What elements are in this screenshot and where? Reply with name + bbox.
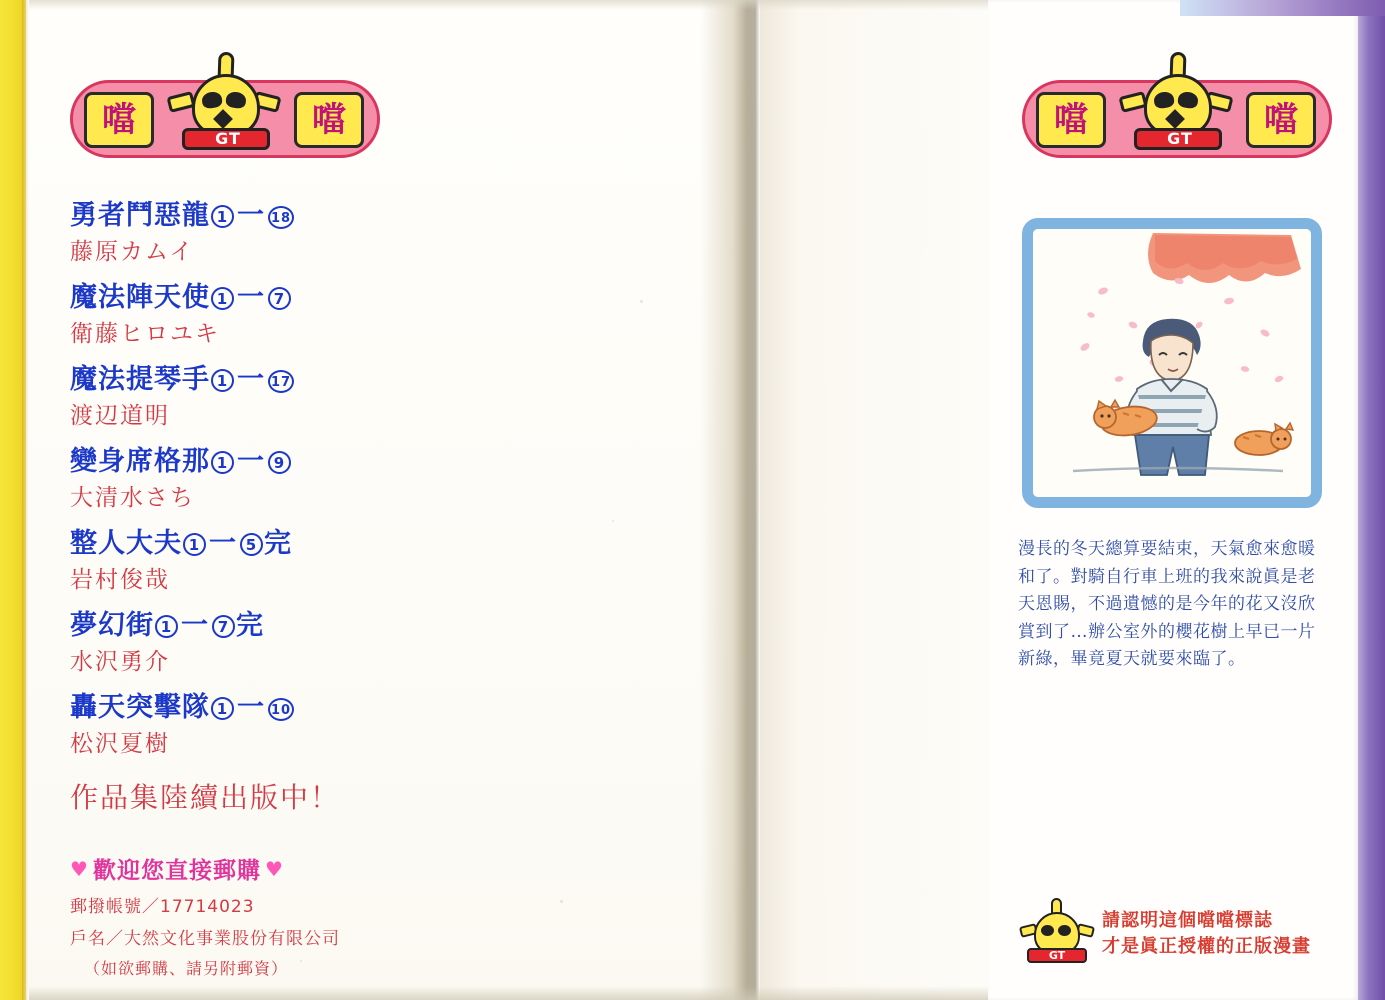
scan-speck xyxy=(560,900,563,903)
series-author: 藤原カムイ xyxy=(70,239,195,266)
series-title: 整人大夫 xyxy=(70,528,182,560)
series-list xyxy=(70,200,490,816)
series-author: 松沢夏樹 xyxy=(70,731,170,758)
heart-icon-right: ♥ xyxy=(264,856,284,881)
right-margin-paper xyxy=(760,0,988,1000)
list-item xyxy=(70,200,490,266)
series-title-row xyxy=(70,446,490,477)
list-item xyxy=(70,610,490,676)
list-item xyxy=(70,692,490,758)
volume-from: 1 xyxy=(211,697,234,720)
mascot-icon-small xyxy=(1022,898,1092,970)
left-binding-edge xyxy=(22,0,29,1000)
publisher-logo-left xyxy=(70,52,380,160)
mail-order-block xyxy=(70,852,500,979)
volume-dash: 一 xyxy=(237,200,265,231)
series-title: 夢幻街 xyxy=(70,610,154,642)
mail-order-note: （如欲郵購、請另附郵資） xyxy=(84,959,289,978)
volume-dash: 一 xyxy=(237,446,265,478)
list-item xyxy=(70,282,490,348)
logo-char-right: 噹 xyxy=(294,92,364,148)
series-title: 勇者鬥惡龍 xyxy=(70,200,210,231)
volume-to: 5 xyxy=(240,533,263,556)
volume-to: 9 xyxy=(268,451,291,474)
scan-bottom-grime xyxy=(29,986,988,1000)
heart-icon-left: ♥ xyxy=(70,856,89,881)
mascot-badge-text: GT xyxy=(215,129,241,148)
volume-from: 1 xyxy=(211,369,234,392)
volume-dash: 一 xyxy=(237,364,265,396)
logo-char-left: 噹 xyxy=(84,92,154,148)
volume-to: 7 xyxy=(212,615,235,638)
volume-dash: 一 xyxy=(181,610,209,642)
mascot-eye-right xyxy=(1058,925,1071,936)
illustration-frame xyxy=(1022,218,1322,508)
series-title: 魔法提琴手 xyxy=(70,364,210,396)
volume-from: 1 xyxy=(211,205,234,228)
series-title-row xyxy=(70,282,490,313)
series-author: 渡辺道明 xyxy=(70,403,170,430)
scan-speck xyxy=(300,960,302,962)
series-author: 岩村俊哉 xyxy=(70,567,170,594)
series-title-row xyxy=(70,364,490,395)
volume-dash: 一 xyxy=(209,528,237,560)
authenticity-notice xyxy=(1022,898,1352,970)
list-item xyxy=(70,446,490,512)
series-author: 大清水さち xyxy=(70,485,195,512)
volume-to: 17 xyxy=(268,370,294,393)
series-title-row xyxy=(70,200,490,231)
illustration-boy-with-cat xyxy=(1033,229,1311,497)
scan-speck xyxy=(612,520,614,522)
more-titles-note: 作品集陸續出版中！ xyxy=(70,781,341,815)
volume-from: 1 xyxy=(183,533,206,556)
mascot-eye-left xyxy=(1041,925,1054,936)
series-author: 水沢勇介 xyxy=(70,649,170,676)
list-item xyxy=(70,364,490,430)
volume-dash: 一 xyxy=(237,692,265,724)
series-title-row xyxy=(70,528,490,559)
list-item xyxy=(70,528,490,594)
right-purple-edge xyxy=(1358,0,1385,1000)
mail-order-heading: 歡迎您直接郵購 xyxy=(92,858,261,884)
volume-to: 10 xyxy=(268,698,294,721)
series-title: 轟天突擊隊 xyxy=(70,692,210,724)
editor-caption-text: 漫長的冬天總算要結束，天氣愈來愈暖和了。對騎自行車上班的我來說眞是老天恩賜，不過遺憾的是今年的花又沒欣賞到了…辦公室外的櫻花樹上早已一片新綠，畢竟夏天就要來臨了。 xyxy=(1018,539,1316,670)
volume-from: 1 xyxy=(211,451,234,474)
center-gutter-shadow xyxy=(700,0,760,1000)
mascot-icon xyxy=(1126,54,1230,158)
series-title: 變身席格那 xyxy=(70,446,210,478)
volume-from: 1 xyxy=(155,615,178,638)
volume-to: 7 xyxy=(268,287,291,310)
volume-dash: 一 xyxy=(237,282,265,314)
logo-char-left: 噹 xyxy=(1036,92,1106,148)
publisher-logo-right xyxy=(1022,52,1332,160)
mascot-badge-text: GT xyxy=(1048,949,1066,962)
series-title-row xyxy=(70,692,490,723)
series-finished-flag: 完 xyxy=(236,610,264,642)
top-purple-edge xyxy=(1180,0,1385,16)
scan-top-grime xyxy=(29,0,988,10)
mail-order-company: 戶名／大然文化事業股份有限公司 xyxy=(70,929,340,949)
notice-line-2: 才是眞正授權的正版漫畫 xyxy=(1102,936,1311,957)
mail-order-account: 郵撥帳號／17714023 xyxy=(70,897,255,917)
scan-speck xyxy=(640,300,643,303)
volume-from: 1 xyxy=(211,287,234,310)
series-title-row xyxy=(70,610,490,641)
notice-text-block xyxy=(1102,908,1311,960)
mail-order-heading-row xyxy=(70,852,500,885)
mascot-icon xyxy=(174,54,278,158)
logo-char-right: 噹 xyxy=(1246,92,1316,148)
series-author: 衛藤ヒロユキ xyxy=(70,321,220,348)
series-finished-flag: 完 xyxy=(264,528,292,560)
notice-line-1: 請認明這個噹噹標誌 xyxy=(1102,909,1273,931)
volume-to: 18 xyxy=(268,206,294,229)
mascot-badge-text: GT xyxy=(1167,129,1193,148)
series-title: 魔法陣天使 xyxy=(70,282,210,314)
